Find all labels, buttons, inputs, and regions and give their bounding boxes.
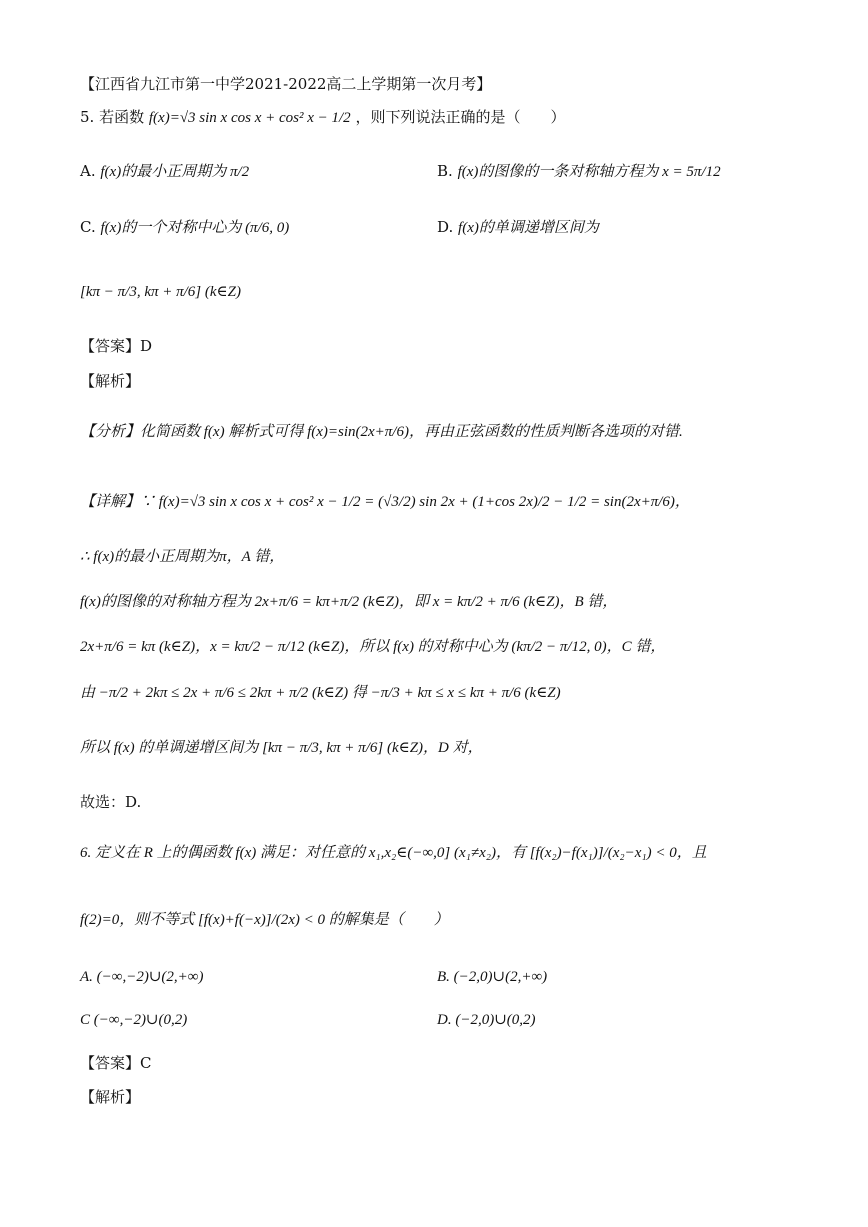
q6-analysis-title: 【解析】	[80, 1088, 141, 1106]
q5-analysis-title: 【解析】	[80, 372, 141, 390]
q5-step-5: 所以 f(x) 的单调递增区间为 [kπ − π/3, kπ + π/6] (k∈Z)，D 对，	[80, 740, 483, 756]
q6-option-a: A. (−∞,−2)∪(2,+∞)	[80, 969, 204, 985]
q6-option-b: B. (−2,0)∪(2,+∞)	[437, 969, 548, 985]
q5-conclusion: 故选：D.	[80, 793, 142, 811]
q5-option-c: C. f(x)的一个对称中心为 (π/6, 0)	[80, 218, 290, 236]
q5-step-4: 由 −π/2 + 2kπ ≤ 2x + π/6 ≤ 2kπ + π/2 (k∈Z) 得 −π/3 + kπ ≤ x ≤ kπ + π/6 (k∈Z)	[80, 685, 561, 701]
q6-stem-2: f(2)=0，则不等式 [f(x)+f(−x)]/(2x) < 0 的解集是（ ）	[80, 912, 449, 928]
q5-option-d-interval: [kπ − π/3, kπ + π/6] (k∈Z)	[80, 284, 241, 300]
q6-stem: 6. 定义在 R 上的偶函数 f(x) 满足：对任意的 x₁,x₂∈(−∞,0] (x₁≠x₂)，有 [f(x₂)−f(x₁)]/(x₂−x₁) < 0，且	[80, 845, 707, 861]
q5-option-a: A. f(x)的最小正周期为 π/2	[80, 162, 250, 180]
q5-option-b: B. f(x)的图像的一条对称轴方程为 x = 5π/12	[437, 162, 721, 180]
q5-step-1: ∴ f(x)的最小正周期为π，A 错，	[80, 549, 285, 565]
q5-answer: 【答案】D	[80, 337, 153, 355]
q5-fenxi: 【分析】化简函数 f(x) 解析式可得 f(x)=sin(2x+π/6)，再由正弦函数的性质判断各选项的对错.	[80, 424, 683, 440]
q5-stem-label: 5. 若函数	[80, 108, 145, 126]
q5-step-2: f(x)的图像的对称轴方程为 2x+π/6 = kπ+π/2 (k∈Z)，即 x = kπ/2 + π/6 (k∈Z)，B 错，	[80, 594, 618, 610]
q6-option-d: D. (−2,0)∪(0,2)	[437, 1012, 536, 1028]
q6-option-c: C (−∞,−2)∪(0,2)	[80, 1012, 188, 1028]
q5-stem	[80, 108, 565, 128]
q5-xiangjie: 【详解】∵ f(x)=√3 sin x cos x + cos² x − 1/2 = (√3/2) sin 2x + (1+cos 2x)/2 − 1/2 = sin(2x+π/6)，	[80, 494, 690, 510]
q5-option-d: D. f(x)的单调递增区间为	[437, 218, 599, 236]
source-heading: 【江西省九江市第一中学2021-2022高二上学期第一次月考】	[80, 75, 492, 93]
q6-answer: 【答案】C	[80, 1054, 152, 1072]
q5-stem-formula: f(x)=√3 sin x cos x + cos² x − 1/2	[148, 110, 351, 126]
q5-stem-tail: ，则下列说法正确的是（ ）	[355, 108, 566, 126]
q5-step-3: 2x+π/6 = kπ (k∈Z)，x = kπ/2 − π/12 (k∈Z)，所以 f(x) 的对称中心为 (kπ/2 − π/12, 0)，C 错，	[80, 639, 666, 655]
